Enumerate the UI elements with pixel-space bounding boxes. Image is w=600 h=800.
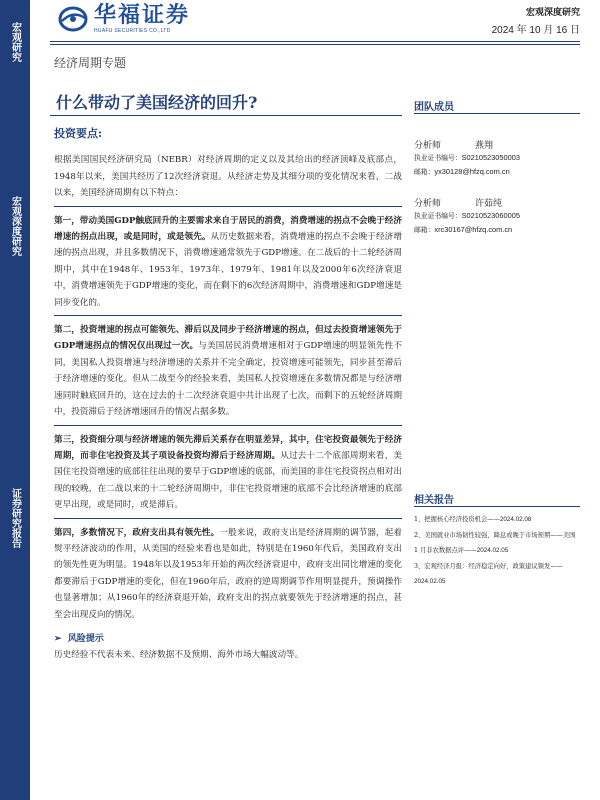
cert-number: S0210523060005 <box>461 211 520 220</box>
related-item[interactable] <box>414 528 580 559</box>
point-1-lead: 第一，带动美国GDP触底回升的主要需求来自于居民的消费，消费增速的拐点不会晚于经济增速的拐点出现，或是同时，或是领先。 <box>54 215 402 243</box>
sidebar-label-deep <box>0 196 30 260</box>
logo-icon <box>58 4 88 34</box>
related-header: 相关报告 <box>414 495 454 506</box>
related-item-date: 2024.02.05 <box>414 578 446 585</box>
team-header: 团队成员 <box>414 102 454 113</box>
analyst-card <box>414 196 580 237</box>
series-label: 经济周期专题 <box>54 56 127 70</box>
divider <box>54 518 402 519</box>
point-3-body: 从过去十二个底部周期来看，美国住宅投资增速的底部往往出现的要早于GDP增速的底部，而美国的非住宅投资拐点相对出现的较晚，在二战以来的十二轮经济周期中，非住宅投资增速的底部不会比经济增速的底部更早出现，或是同时，或是滞后。 <box>54 450 402 511</box>
analyst-name: 许茹纯 <box>475 199 503 209</box>
point-1 <box>54 213 402 311</box>
report-type: 宏观深度研究 <box>525 8 580 18</box>
header-rule <box>50 41 580 42</box>
divider <box>54 206 402 207</box>
point-1-body: 从历史数据来看，消费增速的拐点不会晚于经济增速的拐点出现，并且多数情况下，消费增速通常领先于GDP增速。在二战后的十二轮经济周期中，其中在1948年、1953年、1973年、1979年、1981年以及2000年6次经济衰退中，消费增速领先于GDP增速的变化，而在剩下的6次经济周期中，消费增速和GDP增速是同步变化的。 <box>54 232 402 308</box>
section-title: 投资要点: <box>54 127 103 140</box>
related-list <box>414 512 580 590</box>
point-4-body: 一般来说，政府支出是经济周期的调节器，起着熨平经济波动的作用，从美国的经验来看也是如此，特别是在1960年代后，美国政府支出的领先性更为明显。1948年以及1953年开始的两次经济衰退中，政府支出同比增速的变化都要滞后于GDP增速的变化，但在1960年后，政府的逆周期调节作用明显提升，预调操作也显著增加；从1960年的经济衰退开始，政府支出的拐点就要领先于经济增速的拐点，甚至会出现反向的情况。 <box>54 527 402 620</box>
header-rule-2 <box>50 44 580 45</box>
sidebar-label-macro <box>0 22 30 66</box>
header-meta <box>492 5 580 36</box>
cert-label: 执业证书编号： <box>414 212 462 220</box>
point-4 <box>54 525 402 623</box>
team-rule <box>414 113 580 114</box>
point-2-body: 与美国居民消费增速相对于GDP增速的明显领先性不同，美国私人投资增速与经济增速的关系并不完全确定，投资增速可能领先，同步甚至滞后于经济增速的变化。但从二战至今的经验来看，美国私人投资增速在多数情况都是与经济增速同时触底回升的，这在过去的十二次经济衰退中共计出现了七次，而剩下的五轮经济周期中，投资滞后于经济增速回升的情况占据多数。 <box>54 341 402 418</box>
divider <box>54 425 402 426</box>
cert-label: 执业证书编号： <box>414 154 462 162</box>
analyst-card <box>414 138 580 179</box>
related-item[interactable] <box>414 512 580 528</box>
analyst-email[interactable]: xrc30167@hfzq.com.cn <box>434 225 513 234</box>
analyst-name: 燕翔 <box>475 141 494 151</box>
point-3 <box>54 432 402 514</box>
sidebar-text-3: 证券研究报告 <box>9 488 21 548</box>
logo-name-cn: 华福证券 <box>94 3 191 28</box>
risk-title-text: 风险提示 <box>67 633 104 644</box>
related-item-date: 2024.02.05 <box>476 547 509 554</box>
left-sidebar <box>0 0 30 800</box>
main-content <box>54 126 402 664</box>
cert-number: S0210523050003 <box>461 153 520 162</box>
report-date: 2024 年 10 月 16 日 <box>491 25 580 36</box>
email-label: 邮箱： <box>414 168 435 176</box>
related-item-date: 2024.02.08 <box>499 516 532 523</box>
analyst-role: 分析师 <box>414 141 442 151</box>
related-item-text: 2、美国就业市场韧性较强，降息或晚于市场预期——美国 1 月非农数据点评—— <box>414 531 576 554</box>
sidebar-text-2: 宏观深度研究 <box>9 196 21 256</box>
email-label: 邮箱： <box>414 226 435 234</box>
point-2 <box>54 322 402 420</box>
page-title: 什么带动了美国经济的回升? <box>56 93 258 112</box>
related-item[interactable] <box>414 559 580 590</box>
related-item-text: 1、把握核心经济投资机会—— <box>414 516 500 523</box>
sidebar-text-1: 宏观研究 <box>9 22 21 62</box>
title-rule <box>50 115 402 116</box>
chevron-right-icon: ➢ <box>54 633 62 644</box>
point-2-lead: 第二，投资增速的拐点可能领先、滞后以及同步于经济增速的拐点，但过去投资增速领先于GDP增速拐点的情况仅出现过一次。 <box>54 325 402 352</box>
company-logo <box>58 4 190 34</box>
intro-paragraph: 根据美国国民经济研究局（NEBR）对经济周期的定义以及其给出的经济顶峰及底部点，1948年以来，美国共经历了12次经济衰退。从经济走势及其细分项的变化情况来看，二战以来，美国经济周期有以下特点： <box>54 155 402 199</box>
risk-text: 历史经验不代表未来、经济数据不及预期、海外市场大幅波动等。 <box>54 650 304 661</box>
related-item-text: 3、宏观经济月报：经济稳定向好，政策建议频发—— <box>414 562 563 570</box>
sidebar-label-report <box>0 488 30 552</box>
divider <box>54 315 402 316</box>
analyst-email[interactable]: yx30128@hfzq.com.cn <box>434 167 510 176</box>
analyst-role: 分析师 <box>414 199 442 209</box>
point-3-lead: 第三，投资细分项与经济增速的领先滞后关系存在明显差异，其中，住宅投资最领先于经济周期，而非住宅投资及其子项设备投资均滞后于经济周期。 <box>54 434 402 461</box>
related-rule <box>414 506 580 507</box>
point-4-lead: 第四，多数情况下，政府支出具有领先性。 <box>54 527 220 538</box>
risk-title <box>54 631 402 647</box>
logo-name-en: HUAFU SECURITIES CO.,LTD <box>94 28 171 34</box>
